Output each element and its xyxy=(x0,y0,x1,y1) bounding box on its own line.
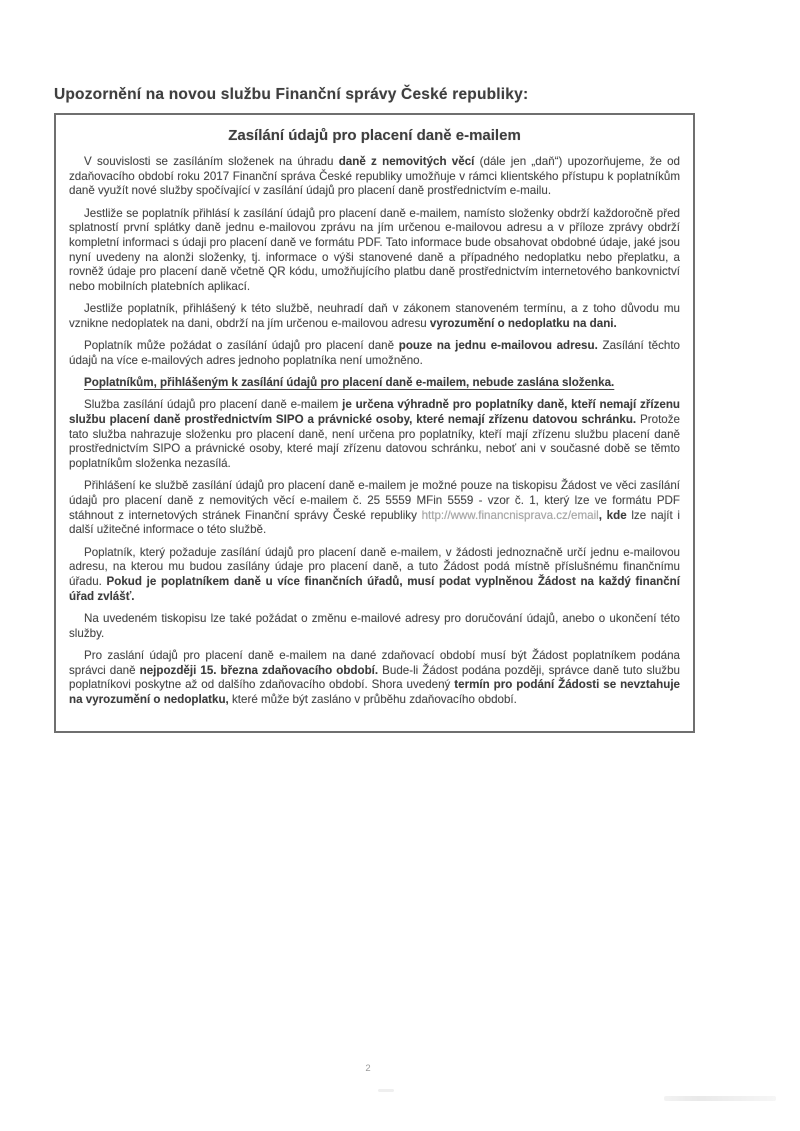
notice-title: Zasílání údajů pro placení daně e-mailem xyxy=(228,127,521,144)
paragraph xyxy=(69,612,680,641)
text-segment: Pokud je poplatníkem daně u více finančních úřadů, musí podat vyplněnou Žádost na každý finanční úřad zvlášť. xyxy=(69,575,680,603)
text-segment: V souvislosti se zasíláním složenek na úhradu xyxy=(84,155,339,168)
text-segment: Jestliže poplatník, přihlášený k této službě, neuhradí daň v zákonem stanoveném termínu, a z toho důvodu mu vznikne nedoplatek na dani, obdrží na jím určenou e-mailovou adresu xyxy=(69,302,680,331)
paragraph xyxy=(69,376,680,391)
page-heading: Upozornění na novou službu Finanční správy České republiky: xyxy=(54,86,529,103)
notice-box xyxy=(54,113,695,733)
page-number: 2 xyxy=(365,1063,371,1074)
text-segment: Poplatníkům, přihlášeným k zasílání údajů pro placení daně e-mailem, nebude zaslána složenka. xyxy=(84,376,615,390)
paragraph xyxy=(69,155,680,199)
text-segment: termín pro podání Žádosti se nevztahuje na vyrozumění o nedoplatku, xyxy=(69,678,680,706)
text-segment: pouze na jednu e-mailovou adresu. xyxy=(398,339,598,353)
text-segment: lze najít i další užitečné informace o této službě. xyxy=(69,508,681,537)
text-segment: vyrozumění o nedoplatku na dani. xyxy=(429,317,617,331)
paragraph xyxy=(69,398,680,472)
text-segment: Služba zasílání údajů pro placení daně e-mailem xyxy=(84,398,343,412)
paragraph xyxy=(69,302,680,331)
paragraph xyxy=(69,339,680,368)
text-segment: (dále jen „daň“) upozorňujeme, že od zdaňovacího období roku 2017 Finanční správa České republiky umožňuje v rámci klientského přístupu k poplatníkům daně využít nové služby spočívající v zasílání údajů pro placení daně prostřednictvím e-mailu. xyxy=(69,155,681,198)
paragraph xyxy=(69,546,680,605)
text-segment: které může být zasláno v průběhu zdaňovacího období. xyxy=(228,693,517,706)
text-segment: Poplatník, který požaduje zasílání údajů pro placení daně e-mailem, v žádosti jednoznačně určí jednu e-mailovou adresu, na kterou mu budou zasílány údaje pro placení daně, a tuto Žádost podá místně příslušnému finančnímu úřadu. xyxy=(69,545,680,589)
text-segment: je určena výhradně pro poplatníky daně, kteří nemají zřízenu službu placení daně prostřednictvím SIPO a právnické osoby, které nemají zřízenu datovou schránku. xyxy=(69,398,680,427)
paragraph xyxy=(69,479,680,538)
scan-artifact xyxy=(378,1089,394,1092)
text-segment: , kde xyxy=(598,508,627,522)
text-segment: Pro zaslání údajů pro placení daně e-mailem na dané zdaňovací období musí být Žádost poplatníkem podána správci daně xyxy=(69,648,680,677)
text-segment: Jestliže se poplatník přihlásí k zasílání údajů pro placení daně e-mailem, namísto složenky obdrží každoročně před splatností první splátky daně jednu e-mailovou zprávu na jím určenou e-mailovou adresu a v příloze zprávy obdrží kompletní informaci s údaji pro placení daně ve formátu PDF. Tato informace bude obsahovat obdobné údaje, jaké jsou nyní uvedeny na alonži složenky, tj. informace o výši stanovené daně a případného nedoplatku nebo přeplatku, a rovněž údaje pro placení daně včetně QR kódu, umožňujícího platbu daně prostřednictvím internetového bankovnictví nebo mobilních platebních aplikací. xyxy=(69,206,680,294)
text-segment: Přihlášení ke službě zasílání údajů pro placení daně e-mailem je možné pouze na tiskopisu Žádost ve věci zasílání údajů pro placení daně z nemovitých věcí e-mailem č. 25 5559 MFin 5559 - vzor č. 1, který lze ve formátu PDF stáhnout z internetových stránek Finanční správy České republiky xyxy=(69,479,680,522)
paragraph xyxy=(69,649,680,708)
text-segment: Poplatník může požádat o zasílání údajů pro placení daně xyxy=(84,339,399,353)
text-segment: daně z nemovitých věcí xyxy=(338,155,475,168)
notice-paragraphs xyxy=(69,155,680,708)
link-url: http://www.financnisprava.cz/email xyxy=(421,508,599,522)
text-segment: Bude-li Žádost podána později, správce daně tuto službu poplatníkovi poskytne až od dalšího zdaňovacího období. Shora uvedený xyxy=(69,663,680,692)
scan-artifact xyxy=(664,1096,776,1101)
paragraph xyxy=(69,207,680,295)
text-segment: Protože tato služba nahrazuje složenku pro placení daně, není určena pro poplatníky, kteří mají zřízenu službu placení daně prostřednictvím SIPO a právnické osoby, které mají zřízenu datovou schránku, neboť ani v současné době se těmto poplatníkům složenka nezasílá. xyxy=(69,413,680,471)
text-segment: nejpozději 15. března zdaňovacího období. xyxy=(139,663,379,677)
text-segment: Zasílání těchto údajů na více e-mailových adres jednoho poplatníka není umožněno. xyxy=(69,339,680,367)
text-segment: Na uvedeném tiskopisu lze také požádat o změnu e-mailové adresy pro doručování údajů, anebo o ukončení této služby. xyxy=(69,611,680,640)
